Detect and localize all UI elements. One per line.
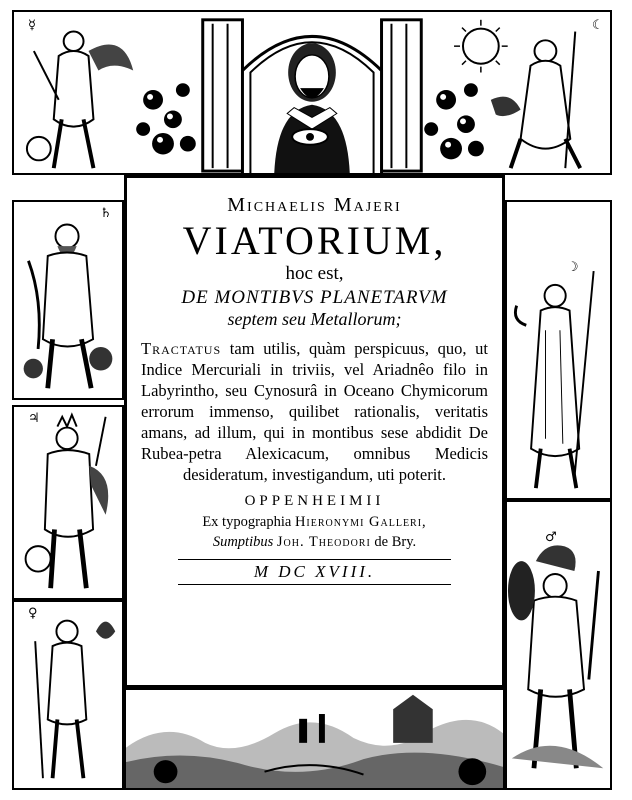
luna-engraving xyxy=(505,200,612,500)
mars-engraving xyxy=(505,500,612,790)
printer-prefix: Ex typographia xyxy=(202,514,292,530)
venus-engraving xyxy=(12,600,124,790)
printer-name: Hieronymi Galleri, xyxy=(294,514,427,530)
venus-symbol-icon: ♀ xyxy=(28,606,38,621)
moon-symbol-icon: ☾ xyxy=(592,18,604,33)
top-engraving-image xyxy=(14,12,610,173)
saturn-figure-image xyxy=(14,202,122,398)
funder-line xyxy=(135,534,494,551)
luna-figure-image xyxy=(507,202,610,498)
jupiter-symbol-icon: ♃ xyxy=(28,411,40,426)
jupiter-figure-image xyxy=(14,407,122,598)
imprint-place: OPPENHEIMII xyxy=(244,493,385,509)
date-rule-bottom xyxy=(178,584,451,585)
venus-figure-image xyxy=(14,602,122,788)
saturn-engraving xyxy=(12,200,124,400)
landscape-engraving xyxy=(124,688,505,790)
description-text: tam utilis, quàm perspicuus, quo, ut Indice Mercuriali in triviis, vel Ariadnêo filo in Labyrintho, seu Cynosurâ in Oceano Chymicorum errorum immenso, quilibet rationalis, veritatis amans, ad illum, qui in montibus sese abdidit De Rubea-petra Alexicacum, omnibus Medicis desideratum, investigandum, uti poterit. xyxy=(141,339,488,484)
publication-date: M DC XVIII. xyxy=(253,562,376,581)
luna-symbol-icon: ☽ xyxy=(567,260,579,275)
mars-symbol-icon: ♂ xyxy=(545,530,557,545)
funder-name: Joh. Theodori xyxy=(276,534,371,550)
landscape-image xyxy=(126,690,503,788)
saturn-symbol-icon: ♄ xyxy=(100,206,112,221)
funder-suffix: de Bry. xyxy=(374,534,417,550)
mars-figure-image xyxy=(507,502,610,788)
mercury-symbol-icon: ☿ xyxy=(28,18,36,33)
title-text-block xyxy=(135,184,494,679)
subtitle-metallorum: septem seu Metallorum; xyxy=(227,309,402,329)
description-paragraph xyxy=(141,338,488,485)
subtitle-planetarum: DE MONTIBVS PLANETARVM xyxy=(181,287,448,308)
book-title: VIATORIUM, xyxy=(182,218,447,263)
top-engraving-band xyxy=(12,10,612,175)
title-panel xyxy=(124,175,505,688)
date-rule-top xyxy=(178,559,451,560)
author-name: Michaelis Majeri xyxy=(227,194,402,216)
jupiter-engraving xyxy=(12,405,124,600)
description-lead-word: Tractatus xyxy=(141,339,222,358)
hoc-est-line: hoc est, xyxy=(285,263,344,284)
funder-prefix: Sumptibus xyxy=(212,534,274,550)
printer-line xyxy=(135,514,494,531)
